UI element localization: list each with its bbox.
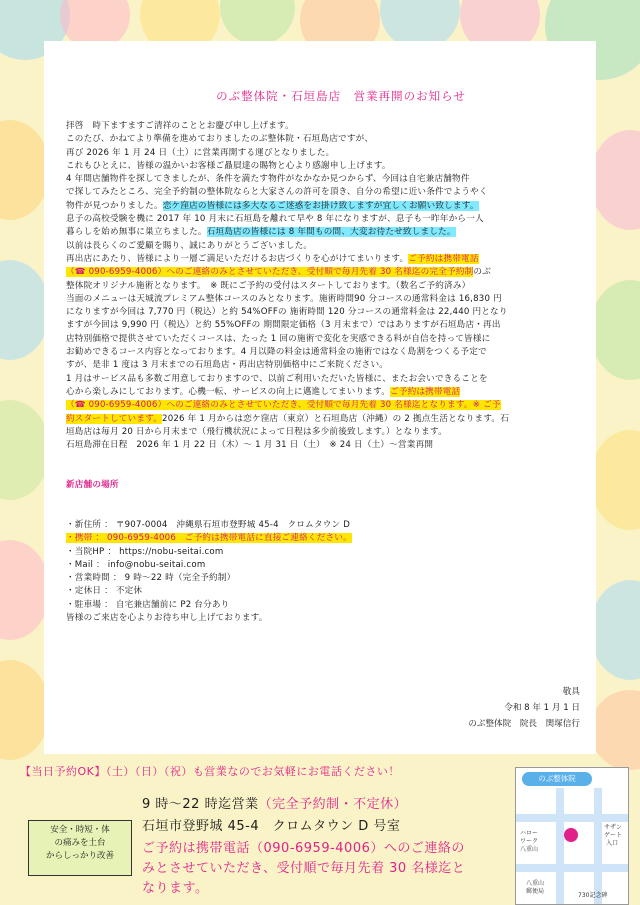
store-line-text: ・定休日 ： 不定休 [66,586,143,597]
store-line [66,599,576,612]
body-line-text: になりますが今回は 7,770 円（税込）と約 54%OFFの 施術時間 120 分コースの通常料金は 22,440 円となり [66,307,508,318]
reserve-line-1: ご予約は携帯電話（090-6959-4006）へのご連絡の [142,841,465,856]
map-label: 八重山 [526,880,545,887]
benefits-box [28,820,132,876]
store-line [66,532,576,545]
body-line-text: 再出店にあたり、皆様により一層ご満足いただけるお店づくりを心がけてまいります。 [66,253,409,264]
map-road [516,864,628,872]
map-label: ゲート [604,832,623,839]
store-line [66,519,576,532]
store-line-text: ・新住所 ： 〒907-0004 沖縄県石垣市登野城 45-4 クロムタウン D [66,519,351,530]
body-line-highlight: 約スタートしています。 [66,413,163,424]
body-line-text: 垣島店は毎月 20 日から月末まで（飛行機状況によって日程は多少前後致します。）となります。 [66,426,447,437]
body-line-text: 店特別価格で提供させていただくコースは、たった 1 回の施術で変化を実感できる料が自信を持って皆様に [66,333,491,344]
map-label: 八重山 [520,846,539,853]
body-line-text: のぶ [473,267,492,278]
body-line-text: お勧めできるコース内容となっております。4 月以降の料金は通常料金の施術ではなく島割をつくる予定で [66,347,487,358]
store-line-highlight: ・携帯 ： 090-6959-4006 ご予約は携帯電話に直接ご連絡ください。 [66,533,352,544]
letter-date: 令和 8 年 1 月 1 日 [504,703,580,713]
map-title: のぶ整体院 [522,772,592,786]
body-line-text: 4 年間店舗物件を探してきましたが、条件を満たす物件がなかなか見つからず、今回は自宅兼店舗物件 [66,174,470,185]
body-line [66,240,576,253]
body-line-text: 整体院オリジナル施術となります。 ※ 既にご予約の受付はスタートしております。（数名ご予約済み） [66,280,471,291]
map-label: ハロー [520,830,539,837]
map-label: 730記念碑 [578,892,608,899]
store-line [66,546,576,559]
store-line-text: ・営業時間 ： 9 時～22 時（完全予約制） [66,573,236,584]
reserve-line-3: なります。 [142,881,209,896]
benefits-line: の痛みを土台 [54,838,106,848]
body-line [66,346,576,359]
map-road [594,788,602,904]
store-line-text: 皆様のご来店を心よりお待ち申し上げております。 [66,612,268,623]
body-line [66,147,576,160]
body-line-text: すが、是非 1 度は 3 月末までの石垣島店・再出店特別価格中にご来院ください。 [66,360,389,371]
map-label: 郵便局 [526,888,545,895]
benefits-line: からしっかり改善 [45,851,114,861]
body-line [66,280,576,293]
store-line-text: ・当院HP ： https://nobu-seitai.com [66,546,224,557]
reserve-line-2: みとさせていただき、受付順で毎月先着 30 名様迄と [142,861,466,876]
body-line-highlight: 石垣島店の皆様には 8 年間もの間、大変お待たせ致しました。 [206,227,456,238]
body-line [66,200,576,213]
hours-line [142,795,407,815]
letter-document [66,42,576,652]
body-line [66,306,576,319]
body-line-highlight: （☎ 090-6959-4006）へのご連絡のみとさせていただき、受付順で毎月先着 30 名様迄の完全予約制 [66,267,474,278]
body-line [66,439,576,452]
body-line [66,359,576,372]
body-line-text: で探してみたところ、完全予約制の整体院ならと大家さんの許可を頂き、自分の希望に近い条件でようやく [66,187,488,198]
map-road [516,814,628,822]
store-heading: 新店舗の場所 [66,480,119,491]
map-label: 入口 [606,840,619,847]
store-line [66,572,576,585]
body-line [66,173,576,186]
body-line-text: 心から楽しみにしております。心機一転、サービスの向上に邁進してまいります。 [66,386,390,397]
map-label: サザン [604,824,622,831]
body-line-text: ますが今回は 9,990 円（税込）と約 55%OFFの 期間限定価格（3 月末まで）ではありますが石垣島店・再出 [66,320,501,331]
body-line [66,213,576,226]
body-line-text: 当面のメニューは天城流プレミアム整体コースのみとなります。施術時間90 分コースの通常料金は 16,830 円 [66,293,502,304]
body-line [66,293,576,306]
body-line-text: 1 月はサービス品も多数ご用意しておりますので、以前ご利用いただいた皆様に、またお会いできることを [66,373,488,384]
hours-text: 9 時～22 時迄営業 [142,797,259,812]
body-line [66,399,576,412]
body-line-text: 物件が見つかりました。 [66,200,163,211]
letter-body [66,120,576,452]
body-line [66,120,576,133]
body-line-highlight: ご予約は携帯電話 [408,253,479,264]
body-line [66,253,576,266]
store-line-text: ・駐車場 ： 自宅兼店舗前に P2 台分あり [66,599,230,610]
closing: 敬具 [562,687,580,697]
body-line-text: 再び 2026 年 1 月 24 日（土）に営業再開する運びとなりました。 [66,147,335,158]
body-line [66,413,576,426]
body-line [66,333,576,346]
address-line: 石垣市登野城 45-4 クロムタウン D 号室 [142,819,401,834]
body-line [66,266,576,279]
body-line [66,160,576,173]
body-line [66,133,576,146]
body-line-highlight: ご予約は携帯電話 [390,386,461,397]
body-line-text: 拝啓 時下ますますご清祥のこととお慶び申し上げます。 [66,121,294,131]
body-line-text: 2026 年 1 月からは恋ケ窪店（東京）と石垣島店（沖縄）の 2 拠点生活となります。石 [162,413,510,424]
hours-note: （完全予約制・不定休） [258,797,408,812]
store-line [66,559,576,572]
body-line [66,319,576,332]
store-lines [66,519,576,625]
body-line-text: 以前は長らくのご愛顧を賜り、誠にありがとうございました。 [66,240,313,251]
page-title: のぶ整体院・石垣島店 営業再開のお知らせ [216,89,466,103]
body-line [66,226,576,239]
body-line-text: これもひとえに、皆様の温かいお客様ご贔屓達の賜物と心より感謝申し上げます。 [66,160,391,171]
body-line [66,186,576,199]
body-line-text: 息子の高校受験を機に 2017 年 10 月末に石垣島を離れて早や 8 年になりますが、息子も一昨年から一人 [66,214,484,225]
same-day-banner: 【当日予約OK】（土）（日）（祝）も営業なのでお気軽にお電話ください！ [20,765,400,778]
body-line-highlight: 恋ケ窪店の皆様には多大なるご迷惑をお掛け致しますが宜しくお願い致します。 [162,200,479,211]
body-line [66,426,576,439]
body-line [66,386,576,399]
store-line-text: ・Mail ： info@nobu-seitai.com [66,559,206,570]
body-line-text: 石垣島滞在日程 2026 年 1 月 22 日（木）～ 1 月 31 日（土） ※ 24 日（土）～営業再開 [66,440,434,451]
body-line-highlight: （☎ 090-6959-4006）へのご連絡のみとさせていただき、受付順で毎月先着 30 名様迄となります。※ ご予 [66,400,501,411]
store-line [66,585,576,598]
signature: のぶ整体院 院長 関塚信行 [468,719,580,729]
body-line [66,373,576,386]
body-line-text: 暮らしを始め無事に巣立ちました。 [66,227,207,238]
body-line-text: このたび、かねてより準備を進めておりましたのぶ整体院・石垣島店ですが、 [66,134,374,145]
store-info [66,452,576,651]
map-label: ワーク [520,838,539,845]
access-map[interactable] [515,767,629,905]
store-line [66,612,576,625]
map-road [556,788,564,904]
benefits-line: 安全・時短・体 [50,825,110,835]
flower-icon [564,828,578,842]
